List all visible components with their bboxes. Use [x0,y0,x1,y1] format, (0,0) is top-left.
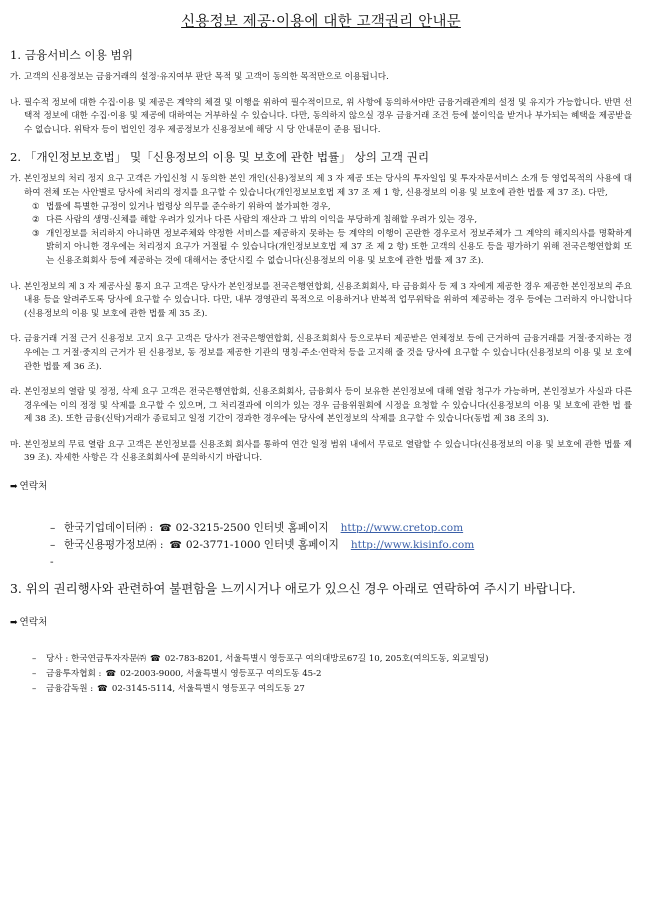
item-marker: 라. [10,387,22,398]
homepage-link-cretop[interactable]: http://www.cretop.com [340,522,464,535]
contact-details: 02-2003-9000, 서울특별시 영등포구 여의도동 45-2 [120,669,322,680]
contact-line-kisinfo [50,537,632,554]
item-text: 본인정보의 무료 열람 요구 고객은 본인정보를 신용조회 회사를 통하여 연간 일정 범위 내에서 무료로 열람할 수 있습니다(신용정보의 이용 및 보호에 관한 법률 제 39 조). 자세한 사항은 각 신용조회회사에 문의하시기 바랍니다. [24,439,632,464]
item-marker: 다. [10,334,22,345]
phone-icon: ☎ [169,540,182,552]
contact-heading-2 [10,616,632,630]
item-text: 고객의 신용정보는 금융거래의 설정·유지여부 판단 목적 및 고객이 동의한 목적만으로 이용됩니다. [24,72,389,82]
contact-line-kofia [32,667,632,682]
contact-phone-text: 02-3771-1000 인터넷 홈페이지 [185,539,339,552]
item-marker: 나. [10,281,22,292]
section-3-text: 3. 위의 권리행사와 관련하여 불편함을 느끼시거나 애로가 있으신 경우 아래로 연락하여 주시기 바랍니다. [10,581,576,597]
sub-item-1 [10,201,632,215]
contact-heading-1 [10,480,632,494]
contact-list-1 [10,520,632,571]
contact-line-company [32,652,632,667]
section-1-item-ga [10,71,632,85]
contact-line-fss [32,682,632,697]
contact-details: 02-3145-5114, 서울특별시 영등포구 여의도동 27 [111,684,305,695]
dash-marker: – [50,539,56,552]
sub-item-2 [10,214,632,228]
sub-item-text: 개인정보를 처리하지 아니하면 정보주체와 약정한 서비스를 제공하지 못하는 등 계약의 이행이 곤란한 경우로서 정보주체가 그 계약의 해지의사를 명확하게 밝히지 아니한 경우에는 처리정지 요구가 거절될 수 있습니다(개인정보보호법 제 37 조 제 2 항) 또한 고객의 신용도 등을 평가하기 위해 전국은행연합회 또는 신용조회회사 등에 제공하는 것에 대해서는 중단시킬 수 없습니다(신용정보의 이용 및 보호에 관한 법률 제 37 조). [46,228,632,266]
contact-phone-text: 02-3215-2500 인터넷 홈페이지 [175,522,329,535]
section-2-item-na [10,281,632,322]
dash-marker: – [32,654,37,665]
dash-marker: – [32,669,37,680]
contact-line-empty [50,554,632,571]
item-marker: 나. [10,97,22,108]
item-marker: 가. [10,174,22,185]
dash-marker: – [50,522,56,535]
section-1-item-na [10,97,632,138]
contact-label: 연락처 [19,481,48,493]
right-arrow-icon: ➡ [10,482,18,493]
item-text: 본인정보의 제 3 자 제공사실 통지 요구 고객은 당사가 본인정보를 전국은행연합회, 신용조회회사, 타 금융회사 등 제 3 자에게 제공한 경우 제공한 본인정보의 주요 내용 등을 알려주도록 당사에 요구할 수 있습니다. 다만, 내부 경영관리 목적으로 이용하거나 반복적 업무위탁을 위하여 제공하는 경우 등에는 그러하지 아니합니다(신용정보의 이용 및 보호에 관한 법률 제 35 조). [24,281,632,319]
section-2-item-ma [10,439,632,466]
contact-org-name: 당사 : 한국연금투자자문㈜ [46,654,146,665]
phone-icon: ☎ [97,684,108,695]
item-text: 본인정보의 처리 정지 요구 고객은 가입신청 시 동의한 본인 개인(신용)정보의 제 3 자 제공 또는 당사의 투자일임 및 투자자문서비스 소개 등 영업목적의 사용에 대하여 전체 또는 사안별로 당사에 처리의 정지를 요구할 수 있습니다(개인정보보호법 제 37 조 제 1 항, 신용정보의 이용 및 보호에 관한 법률 제 37 조). 다만, [24,174,632,198]
item-marker: 가. [10,72,22,82]
contact-org-name: 한국기업데이터㈜ : [64,522,154,535]
contact-label: 연락처 [19,617,48,629]
item-marker: 마. [10,439,22,450]
homepage-link-kisinfo[interactable]: http://www.kisinfo.com [350,539,475,552]
dash-marker: - [50,556,54,569]
contact-org-name: 금융투자협회 : [46,669,102,680]
contact-org-name: 금융감독원 : [46,684,94,695]
section-2-heading: 2. 「개인정보보호법」 및「신용정보의 이용 및 보호에 관한 법률」 상의 고객 권리 [10,150,430,165]
sub-item-number: ① [32,201,40,212]
section-1-heading: 1. 금융서비스 이용 범위 [10,48,133,62]
sub-item-3 [10,228,632,269]
item-text: 금융거래 거절 근거 신용정보 고지 요구 고객은 당사가 전국은행연합회, 신용조회회사 등으로부터 제공받은 연체정보 등에 근거하여 금융거래를 거절·중지하는 경우에는 그 거절·중지의 근거가 된 신용정보, 동 정보를 제공한 기관의 명칭·주소·연락처 등을 고지해 줄 것을 당사에 요구할 수 있습니다(신용정보의 이용 및 보 호에 관한 법률 제 36 조). [24,334,632,372]
sub-item-text: 다른 사람의 생명·신체를 해할 우려가 있거나 다른 사람의 재산과 그 밖의 이익을 부당하게 침해할 우려가 있는 경우, [46,215,478,226]
section-2-item-ga [10,173,632,200]
contact-line-kodata [50,520,632,537]
right-arrow-icon: ➡ [10,618,18,629]
contact-list-2 [10,652,632,697]
contact-org-name: 한국신용평가정보㈜ : [64,539,164,552]
sub-item-text: 법률에 특별한 규정이 있거나 법령상 의무를 준수하기 위하여 불가피한 경우, [46,201,331,212]
section-2-item-da [10,333,632,374]
dash-marker: – [32,684,37,695]
phone-icon: ☎ [149,654,161,665]
section-2-item-ra [10,386,632,427]
document-title: 신용정보 제공·이용에 대한 고객권리 안내문 [181,14,461,30]
item-text: 필수적 정보에 대한 수집·이용 및 제공은 계약의 체결 및 이행을 위하여 필수적이므로, 위 사항에 동의하셔야만 금융거래관계의 설정 및 유지가 가능합니다. 반면 선택적 정보에 대한 수집·이용 및 제공에 대하여는 거부하실 수 있습니다. 다만, 동의하지 않으실 경우 금융거래 조건 등에 불이익을 받거나 부가되는 혜택을 제공받을 수 없습니다. 위탁자 등이 법인인 경우 제공정보가 신용정보에 해당 시 당 안내문이 준용 됩니다. [24,97,632,135]
sub-item-number: ② [32,215,40,226]
phone-icon: ☎ [105,669,117,680]
sub-item-number: ③ [32,228,40,239]
phone-icon: ☎ [159,523,172,535]
item-text: 본인정보의 열람 및 정정, 삭제 요구 고객은 전국은행연합회, 신용조회회사, 금융회사 등이 보유한 본인정보에 대해 열람 청구가 가능하며, 본인정보가 사실과 다른 경우에는 이의 정정 및 삭제를 요구할 수 있으며, 그 처리결과에 이의가 있는 경우 금융위원회에 시정을 요청할 수 있습니다(신용정보의 이용 및 보호에 관한 법 률 제 38 조). 또한 금융(신탁)거래가 종료되고 일정 기간이 경과한 경우에는 당사에 본인정보의 삭제를 요구할 수 있습니다(동법 제 38 조의 3). [24,387,632,425]
contact-details: 02-783-8201, 서울특별시 영등포구 여의대방로67길 10, 205호(여의도동, 외교빌딩) [164,654,489,665]
